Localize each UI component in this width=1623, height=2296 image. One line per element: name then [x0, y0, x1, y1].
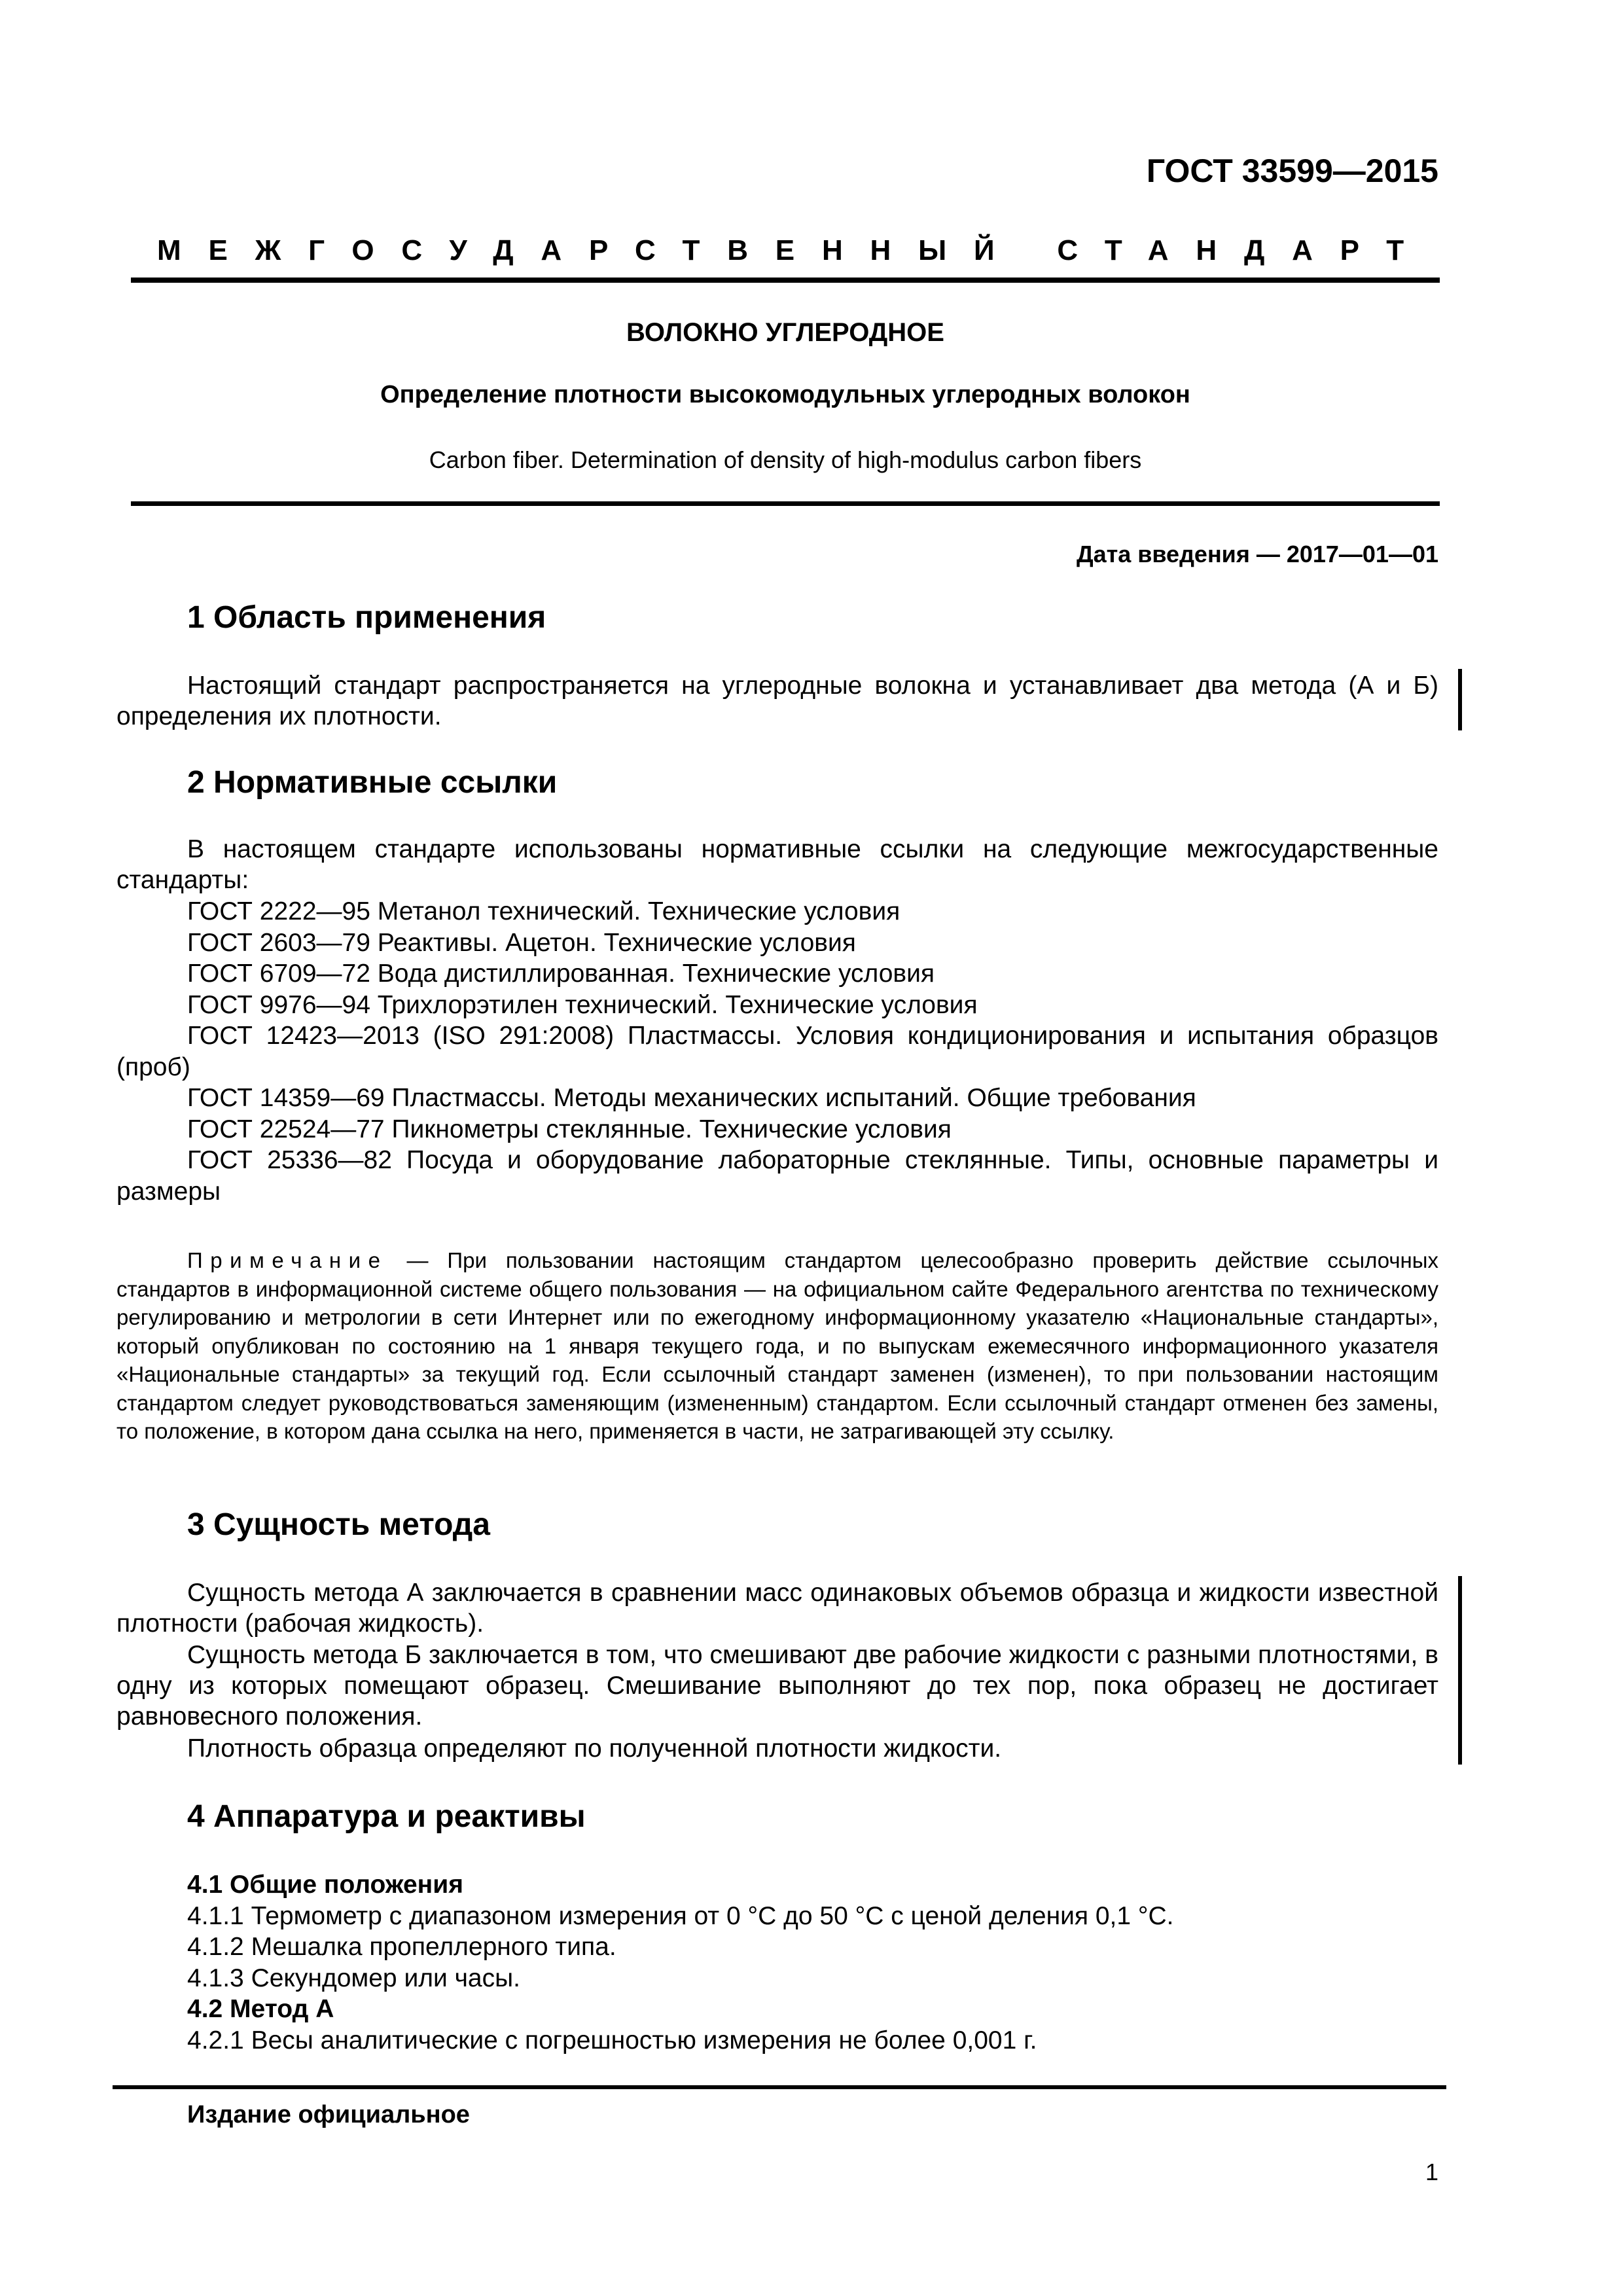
reference-item: ГОСТ 14359—69 Пластмассы. Методы механических испытаний. Общие требования [187, 1084, 1196, 1112]
list-item: 4.1.2 Мешалка пропеллерного типа. [187, 1933, 616, 1961]
change-bar [1458, 669, 1462, 730]
change-bar [1458, 1576, 1462, 1765]
list-item: 4.1.3 Секундомер или часы. [187, 1964, 520, 1992]
list-item: 4.2.1 Весы аналитические с погрешностью измерения не более 0,001 г. [187, 2026, 1037, 2054]
normative-references-list [116, 896, 1438, 1207]
section-1-text: Настоящий стандарт распространяется на углеродные волокна и устанавливает два метода (А и Б) определения их плотности. [116, 672, 1438, 730]
section-4-heading: 4 Аппаратура и реактивы [187, 1799, 586, 1834]
note-paragraph [116, 1246, 1438, 1446]
introduction-date: Дата введения — 2017—01—01 [1076, 541, 1438, 567]
standard-type-banner: МЕЖГОСУДАРСТВЕННЫЙ СТАНДАРТ [157, 234, 1431, 266]
list-item: 4.1.1 Термометр с диапазоном измерения от 0 °С до 50 °С с ценой деления 0,1 °С. [187, 1901, 1174, 1930]
section-4-items [187, 1869, 1431, 2056]
reference-item: ГОСТ 2603—79 Реактивы. Ацетон. Технические условия [187, 928, 856, 957]
note-label: Примечание [187, 1248, 388, 1272]
reference-item: ГОСТ 9976—94 Трихлорэтилен технический. Технические условия [187, 990, 978, 1019]
subsection-4-1-heading: 4.1 Общие положения [187, 1871, 463, 1899]
document-title-english: Carbon fiber. Determination of density of high-modulus carbon fibers [429, 446, 1142, 473]
section-3-paragraph-3: Плотность образца определяют по полученной плотности жидкости. [187, 1734, 1002, 1763]
note-text: — При пользовании настоящим стандартом целесообразно проверить действие ссылочных стандартов в информационной системе общего пользования — на официальном сайте Федерального агентства по техническому регулированию и метрологии в сети Интернет или по ежегодному информационному указателю «Национальные стандарты», который опубликован по состоянию на 1 января текущего года, и по выпускам ежемесячного информационного указателя «Национальные стандарты» за текущий год. Если ссылочный стандарт заменен (изменен), то при пользовании настоящим стандартом следует руководствоваться заменяющим (измененным) стандартом. Если ссылочный стандарт отменен без замены, то положение, в котором дана ссылка на него, применяется в части, не затрагивающей эту ссылку. [116, 1248, 1438, 1443]
section-1-heading: 1 Область применения [187, 600, 546, 635]
reference-item: ГОСТ 2222—95 Метанол технический. Технические условия [187, 897, 901, 925]
section-2-intro: В настоящем стандарте использованы нормативные ссылки на следующие межгосударственные стандарты: [116, 835, 1438, 894]
header-rule [131, 278, 1440, 283]
document-subtitle: Определение плотности высокомодульных углеродных волокон [380, 381, 1190, 408]
subsection-4-2-heading: 4.2 Метод А [187, 1995, 334, 2023]
title-rule [131, 501, 1440, 506]
footer-rule [113, 2085, 1446, 2089]
reference-item: ГОСТ 12423—2013 (ISO 291:2008) Пластмассы. Условия кондиционирования и испытания образцов (проб) [116, 1022, 1438, 1081]
section-2-heading: 2 Нормативные ссылки [187, 765, 558, 800]
reference-item: ГОСТ 22524—77 Пикнометры стеклянные. Технические условия [187, 1115, 952, 1143]
section-3-paragraph-2: Сущность метода Б заключается в том, что смешивают две рабочие жидкости с разными плотностями, в одну из которых помещают образец. Смешивание выполняют до тех пор, пока образец не достигает равновесного положения. [116, 1641, 1438, 1731]
page-number: 1 [1425, 2159, 1438, 2185]
reference-item: ГОСТ 25336—82 Посуда и оборудование лабораторные стеклянные. Типы, основные параметры и размеры [116, 1146, 1438, 1206]
reference-item: ГОСТ 6709—72 Вода дистиллированная. Технические условия [187, 960, 935, 988]
section-3-heading: 3 Сущность метода [187, 1507, 490, 1542]
official-edition-label: Издание официальное [187, 2101, 470, 2128]
section-3-paragraph-1: Сущность метода А заключается в сравнении масс одинаковых объемов образца и жидкости известной плотности (рабочая жидкость). [116, 1579, 1438, 1638]
document-title: ВОЛОКНО УГЛЕРОДНОЕ [626, 318, 944, 347]
document-number: ГОСТ 33599—2015 [1146, 152, 1438, 189]
